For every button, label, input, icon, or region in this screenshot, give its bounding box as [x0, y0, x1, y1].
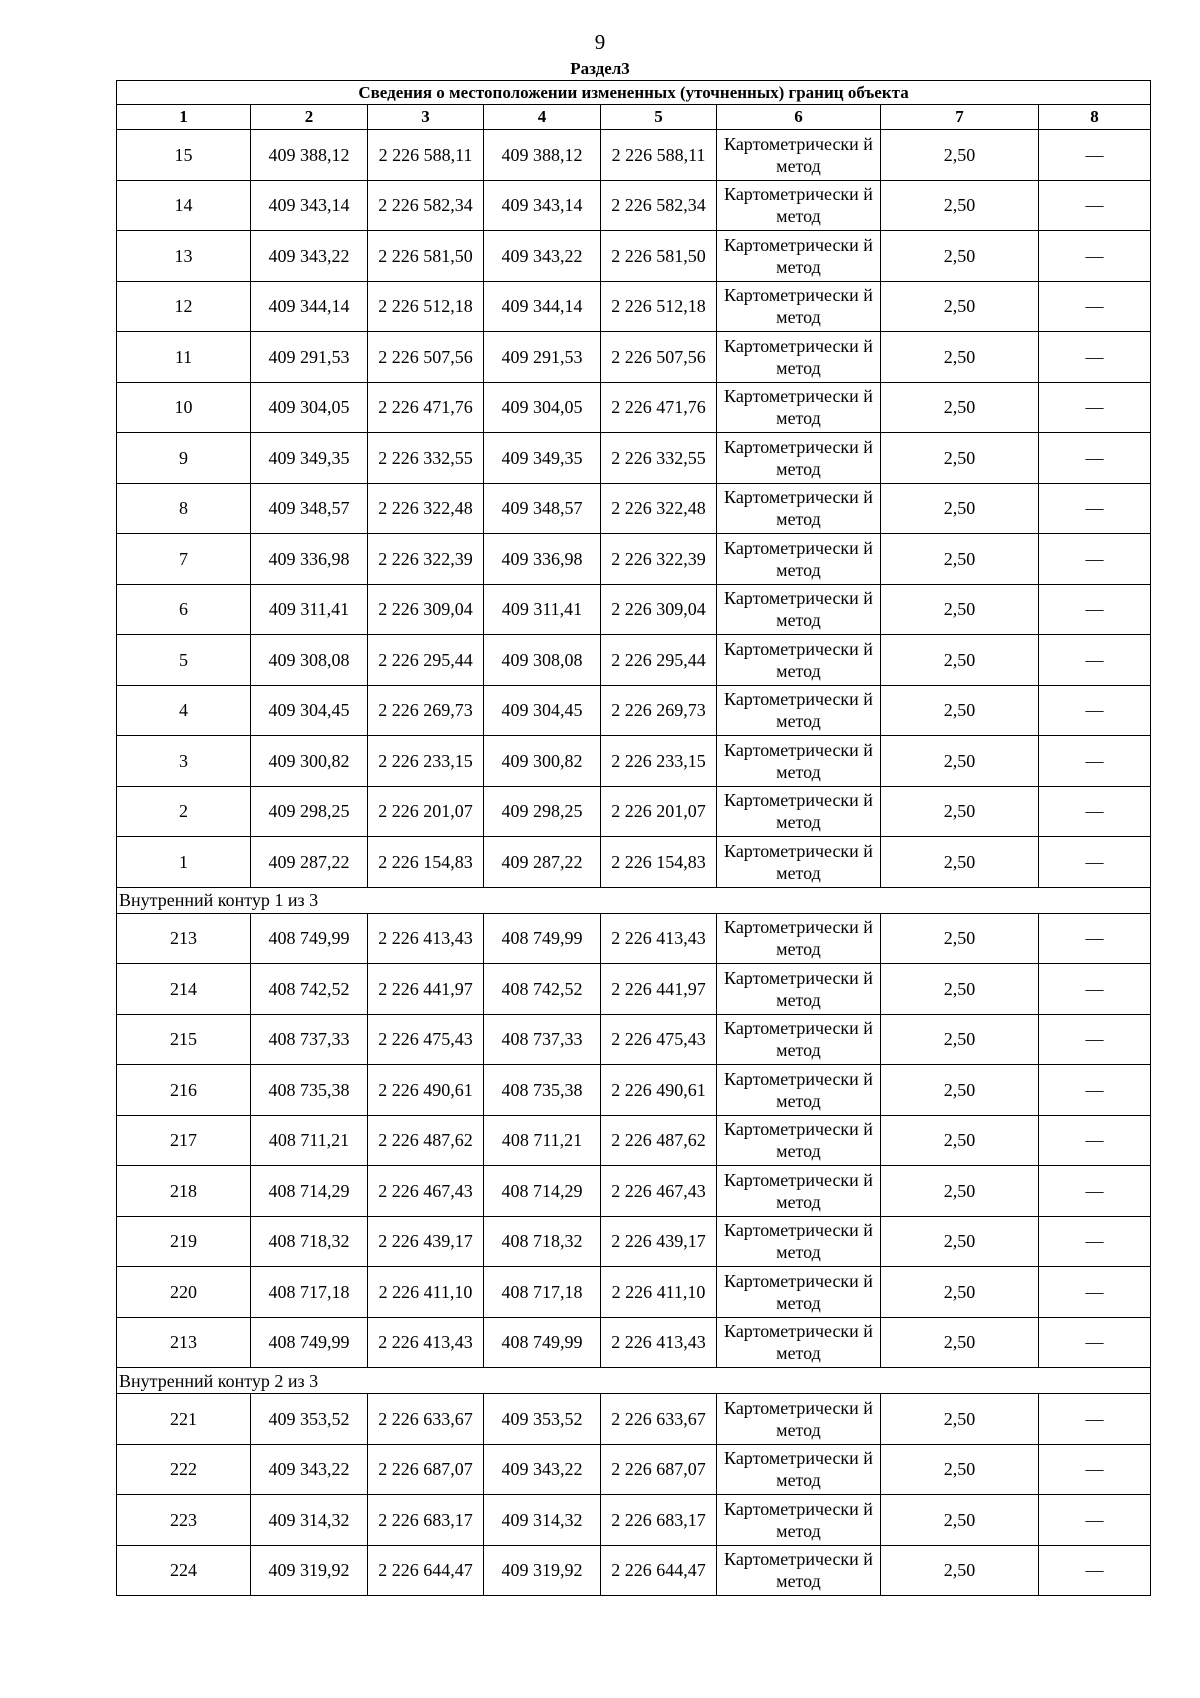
y-old-cell: 2 226 295,44 — [368, 635, 484, 686]
accuracy-cell: 2,50 — [881, 1014, 1039, 1065]
table-row — [117, 1444, 1151, 1495]
x-new-cell: 408 714,29 — [484, 1166, 601, 1217]
contour-label: Внутренний контур 2 из 3 — [117, 1368, 1151, 1394]
point-number-cell: 9 — [117, 433, 251, 484]
y-old-cell: 2 226 475,43 — [368, 1014, 484, 1065]
x-old-cell: 409 319,92 — [251, 1545, 368, 1596]
point-number-cell: 215 — [117, 1014, 251, 1065]
method-cell: Картометрически й метод — [717, 332, 881, 383]
x-new-cell: 409 343,22 — [484, 1444, 601, 1495]
method-cell: Картометрически й метод — [717, 685, 881, 736]
x-new-cell: 409 308,08 — [484, 635, 601, 686]
accuracy-cell: 2,50 — [881, 1317, 1039, 1368]
accuracy-cell: 2,50 — [881, 1166, 1039, 1217]
x-new-cell: 409 388,12 — [484, 130, 601, 181]
table-row — [117, 332, 1151, 383]
point-number-cell: 213 — [117, 1317, 251, 1368]
contour-header-row — [117, 1368, 1151, 1394]
y-old-cell: 2 226 512,18 — [368, 281, 484, 332]
description-cell: — — [1039, 964, 1151, 1015]
method-cell: Картометрически й метод — [717, 483, 881, 534]
accuracy-cell: 2,50 — [881, 483, 1039, 534]
table-row — [117, 180, 1151, 231]
point-number-cell: 12 — [117, 281, 251, 332]
y-new-cell: 2 226 683,17 — [601, 1495, 717, 1546]
x-old-cell: 409 304,05 — [251, 382, 368, 433]
accuracy-cell: 2,50 — [881, 1545, 1039, 1596]
method-cell: Картометрически й метод — [717, 635, 881, 686]
method-cell: Картометрически й метод — [717, 584, 881, 635]
x-new-cell: 409 300,82 — [484, 736, 601, 787]
x-old-cell: 408 749,99 — [251, 913, 368, 964]
y-new-cell: 2 226 269,73 — [601, 685, 717, 736]
point-number-cell: 11 — [117, 332, 251, 383]
y-old-cell: 2 226 439,17 — [368, 1216, 484, 1267]
accuracy-cell: 2,50 — [881, 786, 1039, 837]
description-cell: — — [1039, 180, 1151, 231]
accuracy-cell: 2,50 — [881, 1495, 1039, 1546]
method-cell: Картометрически й метод — [717, 231, 881, 282]
table-row — [117, 913, 1151, 964]
y-old-cell: 2 226 581,50 — [368, 231, 484, 282]
accuracy-cell: 2,50 — [881, 332, 1039, 383]
x-old-cell: 409 343,22 — [251, 1444, 368, 1495]
x-new-cell: 408 735,38 — [484, 1065, 601, 1116]
table-row — [117, 786, 1151, 837]
x-new-cell: 409 343,22 — [484, 231, 601, 282]
x-new-cell: 409 311,41 — [484, 584, 601, 635]
x-new-cell: 409 304,05 — [484, 382, 601, 433]
accuracy-cell: 2,50 — [881, 534, 1039, 585]
point-number-cell: 219 — [117, 1216, 251, 1267]
table-row — [117, 584, 1151, 635]
method-cell: Картометрически й метод — [717, 1115, 881, 1166]
point-number-cell: 214 — [117, 964, 251, 1015]
x-new-cell: 409 304,45 — [484, 685, 601, 736]
x-old-cell: 409 336,98 — [251, 534, 368, 585]
method-cell: Картометрически й метод — [717, 1267, 881, 1318]
point-number-cell: 3 — [117, 736, 251, 787]
description-cell: — — [1039, 1545, 1151, 1596]
accuracy-cell: 2,50 — [881, 1065, 1039, 1116]
method-cell: Картометрически й метод — [717, 786, 881, 837]
description-cell: — — [1039, 1216, 1151, 1267]
x-old-cell: 409 300,82 — [251, 736, 368, 787]
y-old-cell: 2 226 687,07 — [368, 1444, 484, 1495]
x-old-cell: 409 304,45 — [251, 685, 368, 736]
method-cell: Картометрически й метод — [717, 736, 881, 787]
table-row — [117, 231, 1151, 282]
x-new-cell: 409 314,32 — [484, 1495, 601, 1546]
x-new-cell: 408 711,21 — [484, 1115, 601, 1166]
accuracy-cell: 2,50 — [881, 1394, 1039, 1445]
accuracy-cell: 2,50 — [881, 837, 1039, 888]
y-new-cell: 2 226 581,50 — [601, 231, 717, 282]
column-number: 3 — [368, 105, 484, 130]
accuracy-cell: 2,50 — [881, 584, 1039, 635]
x-old-cell: 409 349,35 — [251, 433, 368, 484]
description-cell: — — [1039, 281, 1151, 332]
accuracy-cell: 2,50 — [881, 433, 1039, 484]
x-old-cell: 409 287,22 — [251, 837, 368, 888]
accuracy-cell: 2,50 — [881, 964, 1039, 1015]
method-cell: Картометрически й метод — [717, 1166, 881, 1217]
accuracy-cell: 2,50 — [881, 635, 1039, 686]
accuracy-cell: 2,50 — [881, 231, 1039, 282]
description-cell: — — [1039, 332, 1151, 383]
x-new-cell: 409 287,22 — [484, 837, 601, 888]
method-cell: Картометрически й метод — [717, 913, 881, 964]
y-old-cell: 2 226 487,62 — [368, 1115, 484, 1166]
point-number-cell: 2 — [117, 786, 251, 837]
table-row — [117, 130, 1151, 181]
x-old-cell: 409 298,25 — [251, 786, 368, 837]
point-number-cell: 4 — [117, 685, 251, 736]
table-row — [117, 1545, 1151, 1596]
x-old-cell: 409 343,22 — [251, 231, 368, 282]
y-old-cell: 2 226 490,61 — [368, 1065, 484, 1116]
point-number-cell: 15 — [117, 130, 251, 181]
y-old-cell: 2 226 582,34 — [368, 180, 484, 231]
method-cell: Картометрически й метод — [717, 1065, 881, 1116]
table-row — [117, 1317, 1151, 1368]
contour-header-row — [117, 887, 1151, 913]
table-row — [117, 433, 1151, 484]
y-old-cell: 2 226 413,43 — [368, 913, 484, 964]
x-old-cell: 409 344,14 — [251, 281, 368, 332]
y-new-cell: 2 226 512,18 — [601, 281, 717, 332]
accuracy-cell: 2,50 — [881, 736, 1039, 787]
column-number: 8 — [1039, 105, 1151, 130]
point-number-cell: 10 — [117, 382, 251, 433]
point-number-cell: 224 — [117, 1545, 251, 1596]
point-number-cell: 7 — [117, 534, 251, 585]
x-old-cell: 409 311,41 — [251, 584, 368, 635]
y-new-cell: 2 226 154,83 — [601, 837, 717, 888]
description-cell: — — [1039, 584, 1151, 635]
point-number-cell: 223 — [117, 1495, 251, 1546]
description-cell: — — [1039, 1267, 1151, 1318]
description-cell: — — [1039, 635, 1151, 686]
x-old-cell: 408 742,52 — [251, 964, 368, 1015]
y-old-cell: 2 226 507,56 — [368, 332, 484, 383]
table-row — [117, 1166, 1151, 1217]
y-old-cell: 2 226 154,83 — [368, 837, 484, 888]
description-cell: — — [1039, 685, 1151, 736]
point-number-cell: 5 — [117, 635, 251, 686]
table-row — [117, 1216, 1151, 1267]
column-number: 6 — [717, 105, 881, 130]
contour-label: Внутренний контур 1 из 3 — [117, 887, 1151, 913]
description-cell: — — [1039, 130, 1151, 181]
description-cell: — — [1039, 1495, 1151, 1546]
y-new-cell: 2 226 471,76 — [601, 382, 717, 433]
column-number: 1 — [117, 105, 251, 130]
y-new-cell: 2 226 633,67 — [601, 1394, 717, 1445]
y-old-cell: 2 226 233,15 — [368, 736, 484, 787]
y-old-cell: 2 226 633,67 — [368, 1394, 484, 1445]
method-cell: Картометрически й метод — [717, 1317, 881, 1368]
point-number-cell: 6 — [117, 584, 251, 635]
y-old-cell: 2 226 588,11 — [368, 130, 484, 181]
column-number: 2 — [251, 105, 368, 130]
x-old-cell: 409 343,14 — [251, 180, 368, 231]
x-new-cell: 409 319,92 — [484, 1545, 601, 1596]
method-cell: Картометрически й метод — [717, 1216, 881, 1267]
point-number-cell: 8 — [117, 483, 251, 534]
method-cell: Картометрически й метод — [717, 180, 881, 231]
point-number-cell: 1 — [117, 837, 251, 888]
y-new-cell: 2 226 475,43 — [601, 1014, 717, 1065]
y-new-cell: 2 226 582,34 — [601, 180, 717, 231]
y-new-cell: 2 226 322,48 — [601, 483, 717, 534]
accuracy-cell: 2,50 — [881, 913, 1039, 964]
point-number-cell: 218 — [117, 1166, 251, 1217]
point-number-cell: 13 — [117, 231, 251, 282]
table-row — [117, 1115, 1151, 1166]
accuracy-cell: 2,50 — [881, 382, 1039, 433]
method-cell: Картометрически й метод — [717, 534, 881, 585]
y-old-cell: 2 226 332,55 — [368, 433, 484, 484]
table-body — [117, 81, 1151, 1596]
table-row — [117, 736, 1151, 787]
y-new-cell: 2 226 467,43 — [601, 1166, 717, 1217]
y-old-cell: 2 226 413,43 — [368, 1317, 484, 1368]
boundary-coordinates-table — [116, 80, 1151, 1596]
table-caption-row — [117, 81, 1151, 105]
table-row — [117, 1267, 1151, 1318]
table-row — [117, 635, 1151, 686]
x-new-cell: 409 344,14 — [484, 281, 601, 332]
accuracy-cell: 2,50 — [881, 1267, 1039, 1318]
y-new-cell: 2 226 644,47 — [601, 1545, 717, 1596]
description-cell: — — [1039, 382, 1151, 433]
table-caption: Сведения о местоположении измененных (уточненных) границ объекта — [117, 81, 1151, 105]
method-cell: Картометрически й метод — [717, 964, 881, 1015]
x-new-cell: 408 742,52 — [484, 964, 601, 1015]
description-cell: — — [1039, 433, 1151, 484]
y-new-cell: 2 226 295,44 — [601, 635, 717, 686]
point-number-cell: 14 — [117, 180, 251, 231]
y-old-cell: 2 226 411,10 — [368, 1267, 484, 1318]
description-cell: — — [1039, 534, 1151, 585]
table-row — [117, 1065, 1151, 1116]
x-new-cell: 409 298,25 — [484, 786, 601, 837]
method-cell: Картометрически й метод — [717, 1014, 881, 1065]
x-old-cell: 408 749,99 — [251, 1317, 368, 1368]
description-cell: — — [1039, 1444, 1151, 1495]
table-row — [117, 1495, 1151, 1546]
y-old-cell: 2 226 644,47 — [368, 1545, 484, 1596]
x-old-cell: 408 717,18 — [251, 1267, 368, 1318]
page-number: 9 — [594, 30, 606, 54]
table-row — [117, 1394, 1151, 1445]
description-cell: — — [1039, 1065, 1151, 1116]
x-old-cell: 408 735,38 — [251, 1065, 368, 1116]
y-new-cell: 2 226 322,39 — [601, 534, 717, 585]
table-row — [117, 534, 1151, 585]
y-new-cell: 2 226 233,15 — [601, 736, 717, 787]
x-new-cell: 408 737,33 — [484, 1014, 601, 1065]
table-row — [117, 837, 1151, 888]
method-cell: Картометрически й метод — [717, 130, 881, 181]
method-cell: Картометрически й метод — [717, 1394, 881, 1445]
accuracy-cell: 2,50 — [881, 130, 1039, 181]
method-cell: Картометрически й метод — [717, 837, 881, 888]
y-old-cell: 2 226 269,73 — [368, 685, 484, 736]
y-new-cell: 2 226 413,43 — [601, 913, 717, 964]
y-new-cell: 2 226 588,11 — [601, 130, 717, 181]
column-number: 5 — [601, 105, 717, 130]
x-old-cell: 409 388,12 — [251, 130, 368, 181]
y-old-cell: 2 226 471,76 — [368, 382, 484, 433]
method-cell: Картометрически й метод — [717, 1495, 881, 1546]
accuracy-cell: 2,50 — [881, 1216, 1039, 1267]
method-cell: Картометрически й метод — [717, 382, 881, 433]
table-row — [117, 964, 1151, 1015]
description-cell: — — [1039, 483, 1151, 534]
y-new-cell: 2 226 201,07 — [601, 786, 717, 837]
method-cell: Картометрически й метод — [717, 281, 881, 332]
x-new-cell: 409 349,35 — [484, 433, 601, 484]
y-new-cell: 2 226 490,61 — [601, 1065, 717, 1116]
y-old-cell: 2 226 441,97 — [368, 964, 484, 1015]
y-new-cell: 2 226 487,62 — [601, 1115, 717, 1166]
point-number-cell: 221 — [117, 1394, 251, 1445]
y-new-cell: 2 226 441,97 — [601, 964, 717, 1015]
y-old-cell: 2 226 309,04 — [368, 584, 484, 635]
table-row — [117, 685, 1151, 736]
y-old-cell: 2 226 322,39 — [368, 534, 484, 585]
description-cell: — — [1039, 736, 1151, 787]
point-number-cell: 217 — [117, 1115, 251, 1166]
method-cell: Картометрически й метод — [717, 433, 881, 484]
y-old-cell: 2 226 683,17 — [368, 1495, 484, 1546]
column-number: 4 — [484, 105, 601, 130]
x-new-cell: 409 348,57 — [484, 483, 601, 534]
description-cell: — — [1039, 786, 1151, 837]
y-old-cell: 2 226 467,43 — [368, 1166, 484, 1217]
y-new-cell: 2 226 687,07 — [601, 1444, 717, 1495]
column-number-row — [117, 105, 1151, 130]
description-cell: — — [1039, 1317, 1151, 1368]
column-number: 7 — [881, 105, 1039, 130]
description-cell: — — [1039, 913, 1151, 964]
y-new-cell: 2 226 439,17 — [601, 1216, 717, 1267]
table-row — [117, 382, 1151, 433]
x-new-cell: 408 749,99 — [484, 913, 601, 964]
table-row — [117, 483, 1151, 534]
point-number-cell: 222 — [117, 1444, 251, 1495]
description-cell: — — [1039, 1394, 1151, 1445]
y-old-cell: 2 226 201,07 — [368, 786, 484, 837]
x-old-cell: 408 718,32 — [251, 1216, 368, 1267]
x-new-cell: 409 343,14 — [484, 180, 601, 231]
x-old-cell: 409 314,32 — [251, 1495, 368, 1546]
accuracy-cell: 2,50 — [881, 685, 1039, 736]
x-old-cell: 409 308,08 — [251, 635, 368, 686]
section-title: Раздел3 — [570, 59, 630, 78]
description-cell: — — [1039, 1166, 1151, 1217]
y-new-cell: 2 226 413,43 — [601, 1317, 717, 1368]
x-old-cell: 408 711,21 — [251, 1115, 368, 1166]
table-row — [117, 1014, 1151, 1065]
point-number-cell: 213 — [117, 913, 251, 964]
x-new-cell: 408 718,32 — [484, 1216, 601, 1267]
accuracy-cell: 2,50 — [881, 180, 1039, 231]
x-new-cell: 409 291,53 — [484, 332, 601, 383]
x-new-cell: 409 336,98 — [484, 534, 601, 585]
x-new-cell: 409 353,52 — [484, 1394, 601, 1445]
method-cell: Картометрически й метод — [717, 1444, 881, 1495]
point-number-cell: 220 — [117, 1267, 251, 1318]
y-new-cell: 2 226 309,04 — [601, 584, 717, 635]
description-cell: — — [1039, 1115, 1151, 1166]
table-row — [117, 281, 1151, 332]
x-old-cell: 409 348,57 — [251, 483, 368, 534]
x-old-cell: 408 737,33 — [251, 1014, 368, 1065]
method-cell: Картометрически й метод — [717, 1545, 881, 1596]
x-old-cell: 409 353,52 — [251, 1394, 368, 1445]
x-new-cell: 408 749,99 — [484, 1317, 601, 1368]
y-old-cell: 2 226 322,48 — [368, 483, 484, 534]
y-new-cell: 2 226 411,10 — [601, 1267, 717, 1318]
accuracy-cell: 2,50 — [881, 1115, 1039, 1166]
x-new-cell: 408 717,18 — [484, 1267, 601, 1318]
description-cell: — — [1039, 1014, 1151, 1065]
description-cell: — — [1039, 837, 1151, 888]
accuracy-cell: 2,50 — [881, 281, 1039, 332]
y-new-cell: 2 226 507,56 — [601, 332, 717, 383]
x-old-cell: 409 291,53 — [251, 332, 368, 383]
accuracy-cell: 2,50 — [881, 1444, 1039, 1495]
x-old-cell: 408 714,29 — [251, 1166, 368, 1217]
point-number-cell: 216 — [117, 1065, 251, 1116]
y-new-cell: 2 226 332,55 — [601, 433, 717, 484]
description-cell: — — [1039, 231, 1151, 282]
